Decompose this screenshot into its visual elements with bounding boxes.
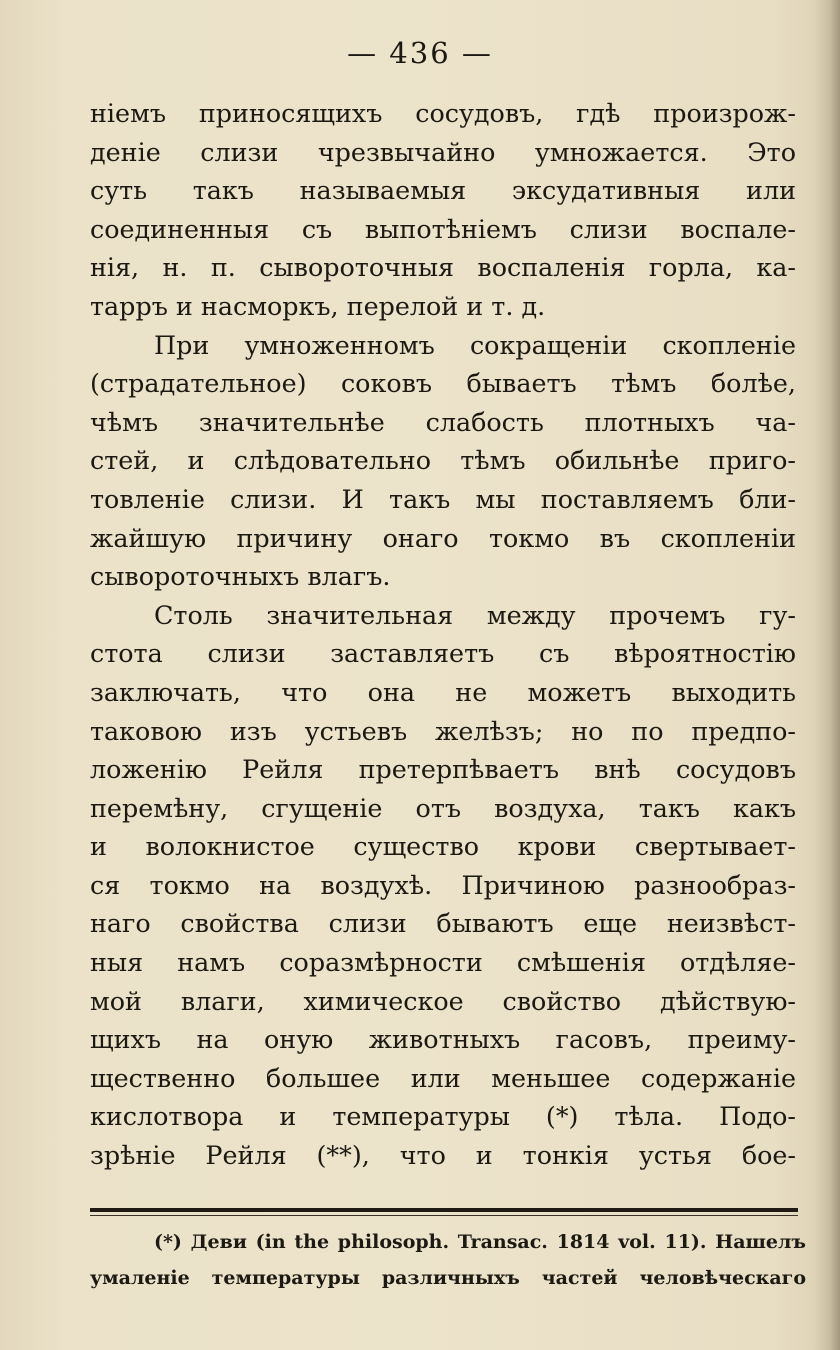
text-line: тарръ и насморкъ, перелой и т. д. [90, 290, 546, 321]
text-line: ніемъ приносящихъ сосудовъ, гдѣ произрож- [90, 98, 796, 128]
text-line: суть такъ называемыя эксудативныя или [90, 175, 796, 206]
text-line: Столь значительная между прочемъ гу- [154, 599, 796, 630]
text-line: стей, и слѣдовательно тѣмъ обильнѣе приго- [90, 445, 796, 476]
text-line: соединенныя съ выпотѣніемъ слизи воспале- [90, 213, 796, 244]
text-line: мой влаги, химическое свойство дѣйствую- [90, 985, 796, 1016]
footnotes [90, 1224, 806, 1296]
page-edge-shadow [814, 0, 840, 1350]
text-line: ложенію Рейля претерпѣваетъ внѣ сосудовъ [90, 754, 796, 785]
text-line: сывороточныхъ влагъ. [90, 561, 391, 592]
page-number: — 436 — [347, 36, 493, 70]
text-line: наго свойства слизи бываютъ еще неизвѣст- [90, 908, 796, 939]
text-line: перемѣну, сгущеніе отъ воздуха, такъ какъ [90, 792, 796, 823]
main-text [90, 94, 796, 1175]
text-line: нія, н. п. сывороточныя воспаленія горла, ка- [90, 252, 796, 283]
text-line: жайшую причину онаго токмо въ скопленіи [90, 522, 796, 553]
text-line: ныя намъ соразмѣрности смѣшенія отдѣляе- [90, 947, 796, 978]
text-line: зрѣніе Рейля (**), что и тонкія устья бое- [90, 1140, 796, 1171]
footnote-line: умаленіе температуры различныхъ частей человѣческаго [90, 1267, 806, 1289]
text-line: При умноженномъ сокращеніи скопленіе [154, 329, 796, 360]
footnote-divider [90, 1208, 798, 1212]
text-line: ся токмо на воздухѣ. Причиною разнообраз- [90, 869, 796, 900]
footnote-line: (*) Деви (in the philosoph. Transac. 1814 vol. 11). Нашелъ [154, 1231, 806, 1253]
text-line: кислотвора и температуры (*) тѣла. Подо- [90, 1101, 796, 1132]
text-line: чѣмъ значительнѣе слабость плотныхъ ча- [90, 406, 796, 437]
text-line: таковою изъ устьевъ желѣзъ; но по предпо- [90, 715, 796, 746]
text-line: стота слизи заставляетъ съ вѣроятностію [90, 638, 796, 669]
text-line: и волокнистое существо крови свертывает- [90, 831, 796, 862]
text-line: щихъ на оную животныхъ гасовъ, преиму- [90, 1024, 796, 1055]
text-line: щественно большее или меньшее содержаніе [90, 1062, 796, 1093]
text-line: (страдательное) соковъ бываетъ тѣмъ болѣе, [90, 368, 796, 399]
text-line: деніе слизи чрезвычайно умножается. Это [90, 136, 796, 167]
text-line: заключать, что она не можетъ выходить [90, 676, 796, 707]
text-line: товленіе слизи. И такъ мы поставляемъ бли- [90, 483, 796, 514]
